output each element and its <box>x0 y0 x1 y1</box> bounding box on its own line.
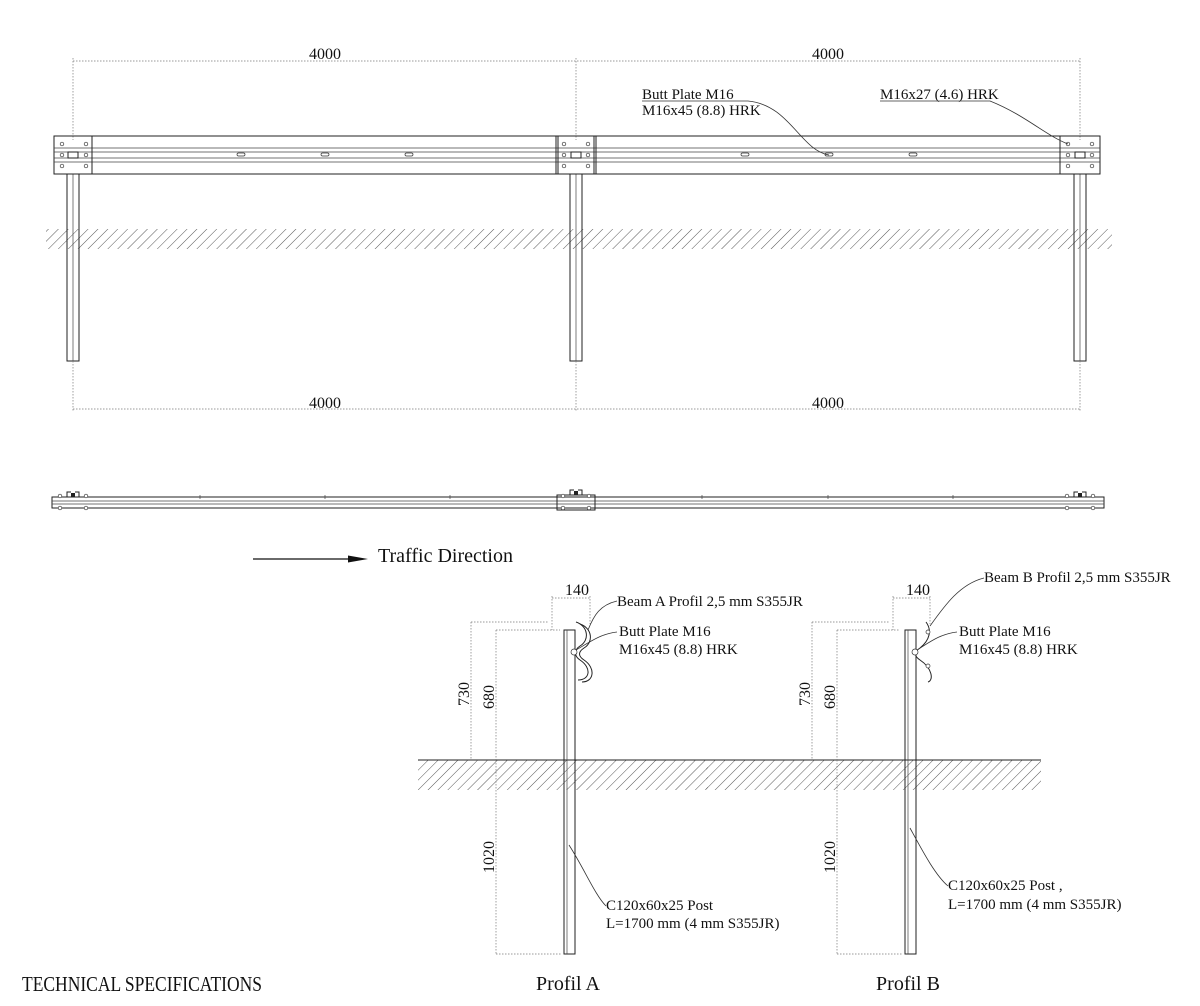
bottom-dim-left: 4000 <box>309 395 341 412</box>
profile-a-ground <box>418 760 708 790</box>
profile-a-post-line2: L=1700 mm (4 mm S355JR) <box>606 916 780 932</box>
profile-a-post-line1: C120x60x25 Post <box>606 898 714 914</box>
bottom-dimension <box>73 361 1080 412</box>
profile-b-post-line2: L=1700 mm (4 mm S355JR) <box>948 897 1122 913</box>
profile-b-post-line1: C120x60x25 Post , <box>948 878 1063 894</box>
post-left <box>67 174 79 361</box>
traffic-direction <box>253 545 513 567</box>
profile-a-height-inner: 680 <box>481 685 498 709</box>
profile-b-beam-label: Beam B Profil 2,5 mm S355JR <box>984 570 1171 586</box>
profile-b-bolt-line2: M16x45 (8.8) HRK <box>959 642 1078 658</box>
profile-a-beam-label: Beam A Profil 2,5 mm S355JR <box>617 594 803 610</box>
post-right <box>1074 174 1086 361</box>
profile-a-width-dim: 140 <box>565 582 589 599</box>
profile-b-bolt-line1: Butt Plate M16 <box>959 624 1051 640</box>
guardrail-beam <box>54 136 1100 174</box>
ground-hatch <box>46 229 1112 249</box>
top-dim-left: 4000 <box>309 46 341 63</box>
traffic-direction-label: Traffic Direction <box>378 545 513 567</box>
plan-view <box>52 490 1104 510</box>
callout-butt-plate <box>642 87 829 155</box>
profile-a-caption: Profil A <box>536 973 600 995</box>
callout-butt-plate-line2: M16x45 (8.8) HRK <box>642 103 761 119</box>
profile-a-height-outer: 730 <box>456 682 473 706</box>
bottom-dim-right: 4000 <box>812 395 844 412</box>
arrow-right-icon <box>348 556 368 563</box>
top-dim-right: 4000 <box>812 46 844 63</box>
callout-butt-plate-line1: Butt Plate M16 <box>642 87 734 103</box>
footer-title: TECHNICAL SPECIFICATIONS <box>22 972 262 996</box>
profile-a-bolt-line2: M16x45 (8.8) HRK <box>619 642 738 658</box>
callout-end-bolt-text: M16x27 (4.6) HRK <box>880 87 999 103</box>
post-middle <box>570 174 582 361</box>
profile-b-height-outer: 730 <box>797 682 814 706</box>
profile-b-caption: Profil B <box>876 973 940 995</box>
profile-b-width-dim: 140 <box>906 582 930 599</box>
callout-end-bolt <box>880 87 1068 144</box>
elevation-posts <box>67 174 1086 361</box>
profile-a-bolt-line1: Butt Plate M16 <box>619 624 711 640</box>
elevation-view <box>46 46 1112 412</box>
profile-b-ground <box>706 760 1041 790</box>
profile-a-embed-dim: 1020 <box>481 841 498 873</box>
profile-b-embed-dim: 1020 <box>822 841 839 873</box>
profile-b-height-inner: 680 <box>822 685 839 709</box>
